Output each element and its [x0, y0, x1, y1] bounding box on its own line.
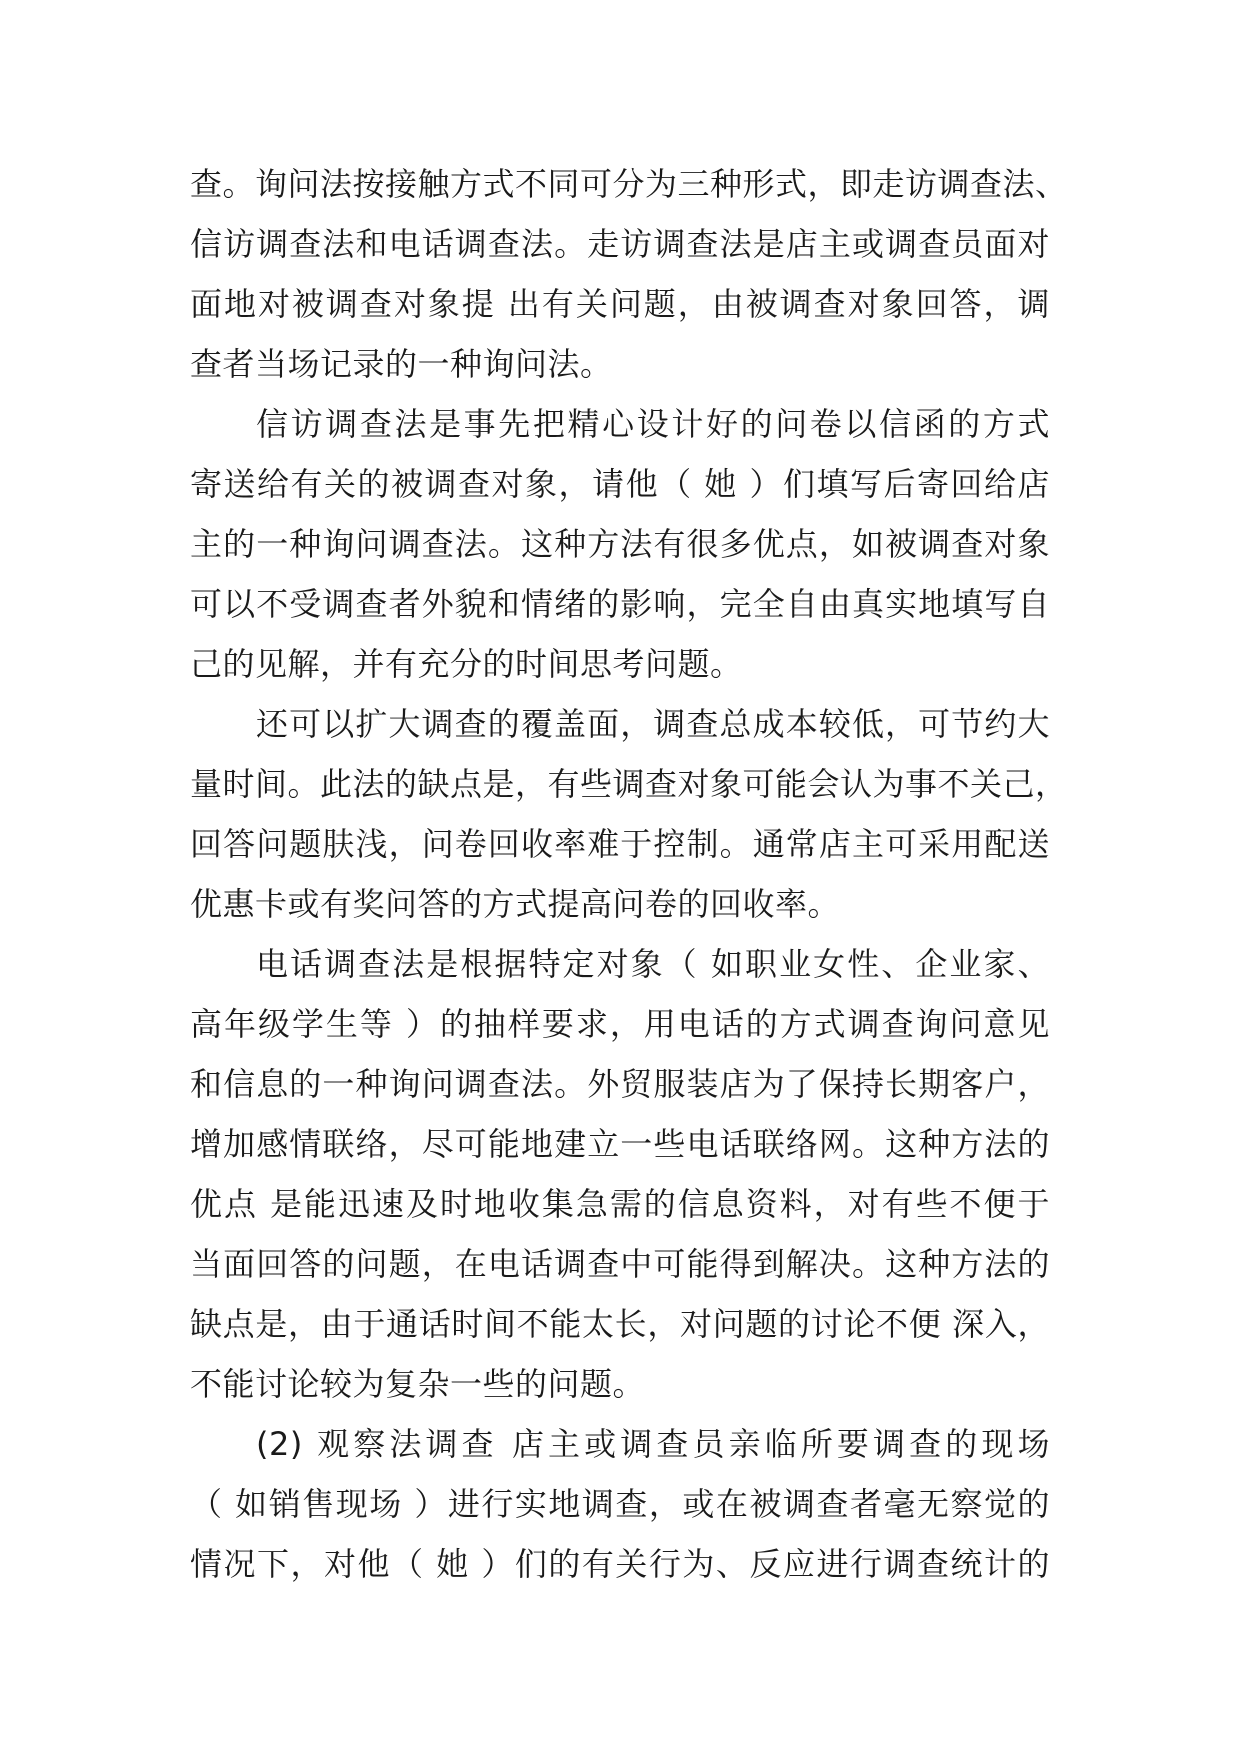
section-heading-line: (2) 观察法调查 店主或调查员亲临所要调查的现场	[256, 1425, 1050, 1463]
text-line: 情况下，对他（ 她 ）们的有关行为、反应进行调查统计的	[190, 1545, 1050, 1583]
paragraph-first-line: 信访调查法是事先把精心设计好的问卷以信函的方式	[256, 405, 1050, 443]
text-line: 信访调查法和电话调查法。走访调查法是店主或调查员面对	[190, 225, 1050, 263]
text-line: 缺点是，由于通话时间不能太长，对问题的讨论不便 深入，	[190, 1305, 1050, 1343]
text-line: 量时间。此法的缺点是，有些调查对象可能会认为事不关己，	[190, 765, 1068, 803]
text-line: 面地对被调查对象提 出有关问题，由被调查对象回答，调	[190, 285, 1050, 323]
text-line: 增加感情联络，尽可能地建立一些电话联络网。这种方法的	[190, 1125, 1050, 1163]
text-line: 回答问题肤浅，问卷回收率难于控制。通常店主可采用配送	[190, 825, 1050, 863]
text-line: 己的见解，并有充分的时间思考问题。	[190, 645, 743, 683]
text-line: 高年级学生等 ）的抽样要求，用电话的方式调查询问意见	[190, 1005, 1050, 1043]
text-line: 当面回答的问题，在电话调查中可能得到解决。这种方法的	[190, 1245, 1050, 1283]
text-line: 不能讨论较为复杂一些的问题。	[190, 1365, 646, 1403]
text-line: 主的一种询问调查法。这种方法有很多优点，如被调查对象	[190, 525, 1050, 563]
text-line: （ 如销售现场 ）进行实地调查，或在被调查者毫无察觉的	[190, 1485, 1050, 1523]
paragraph-first-line: 电话调查法是根据特定对象（ 如职业女性、企业家、	[256, 945, 1050, 983]
paragraph-first-line: 还可以扩大调查的覆盖面，调查总成本较低，可节约大	[256, 705, 1050, 743]
text-line: 寄送给有关的被调查对象，请他（ 她 ）们填写后寄回给店	[190, 465, 1050, 503]
text-line: 优点 是能迅速及时地收集急需的信息资料，对有些不便于	[190, 1185, 1050, 1223]
text-line: 查。询问法按接触方式不同可分为三种形式，即走访调查法、	[190, 165, 1068, 203]
text-line: 和信息的一种询问调查法。外贸服装店为了保持长期客户，	[190, 1065, 1050, 1103]
body-text	[190, 154, 1068, 1594]
text-line: 可以不受调查者外貌和情绪的影响，完全自由真实地填写自	[190, 585, 1050, 623]
text-line: 查者当场记录的一种询问法。	[190, 345, 613, 383]
text-line: 优惠卡或有奖问答的方式提高问卷的回收率。	[190, 885, 841, 923]
